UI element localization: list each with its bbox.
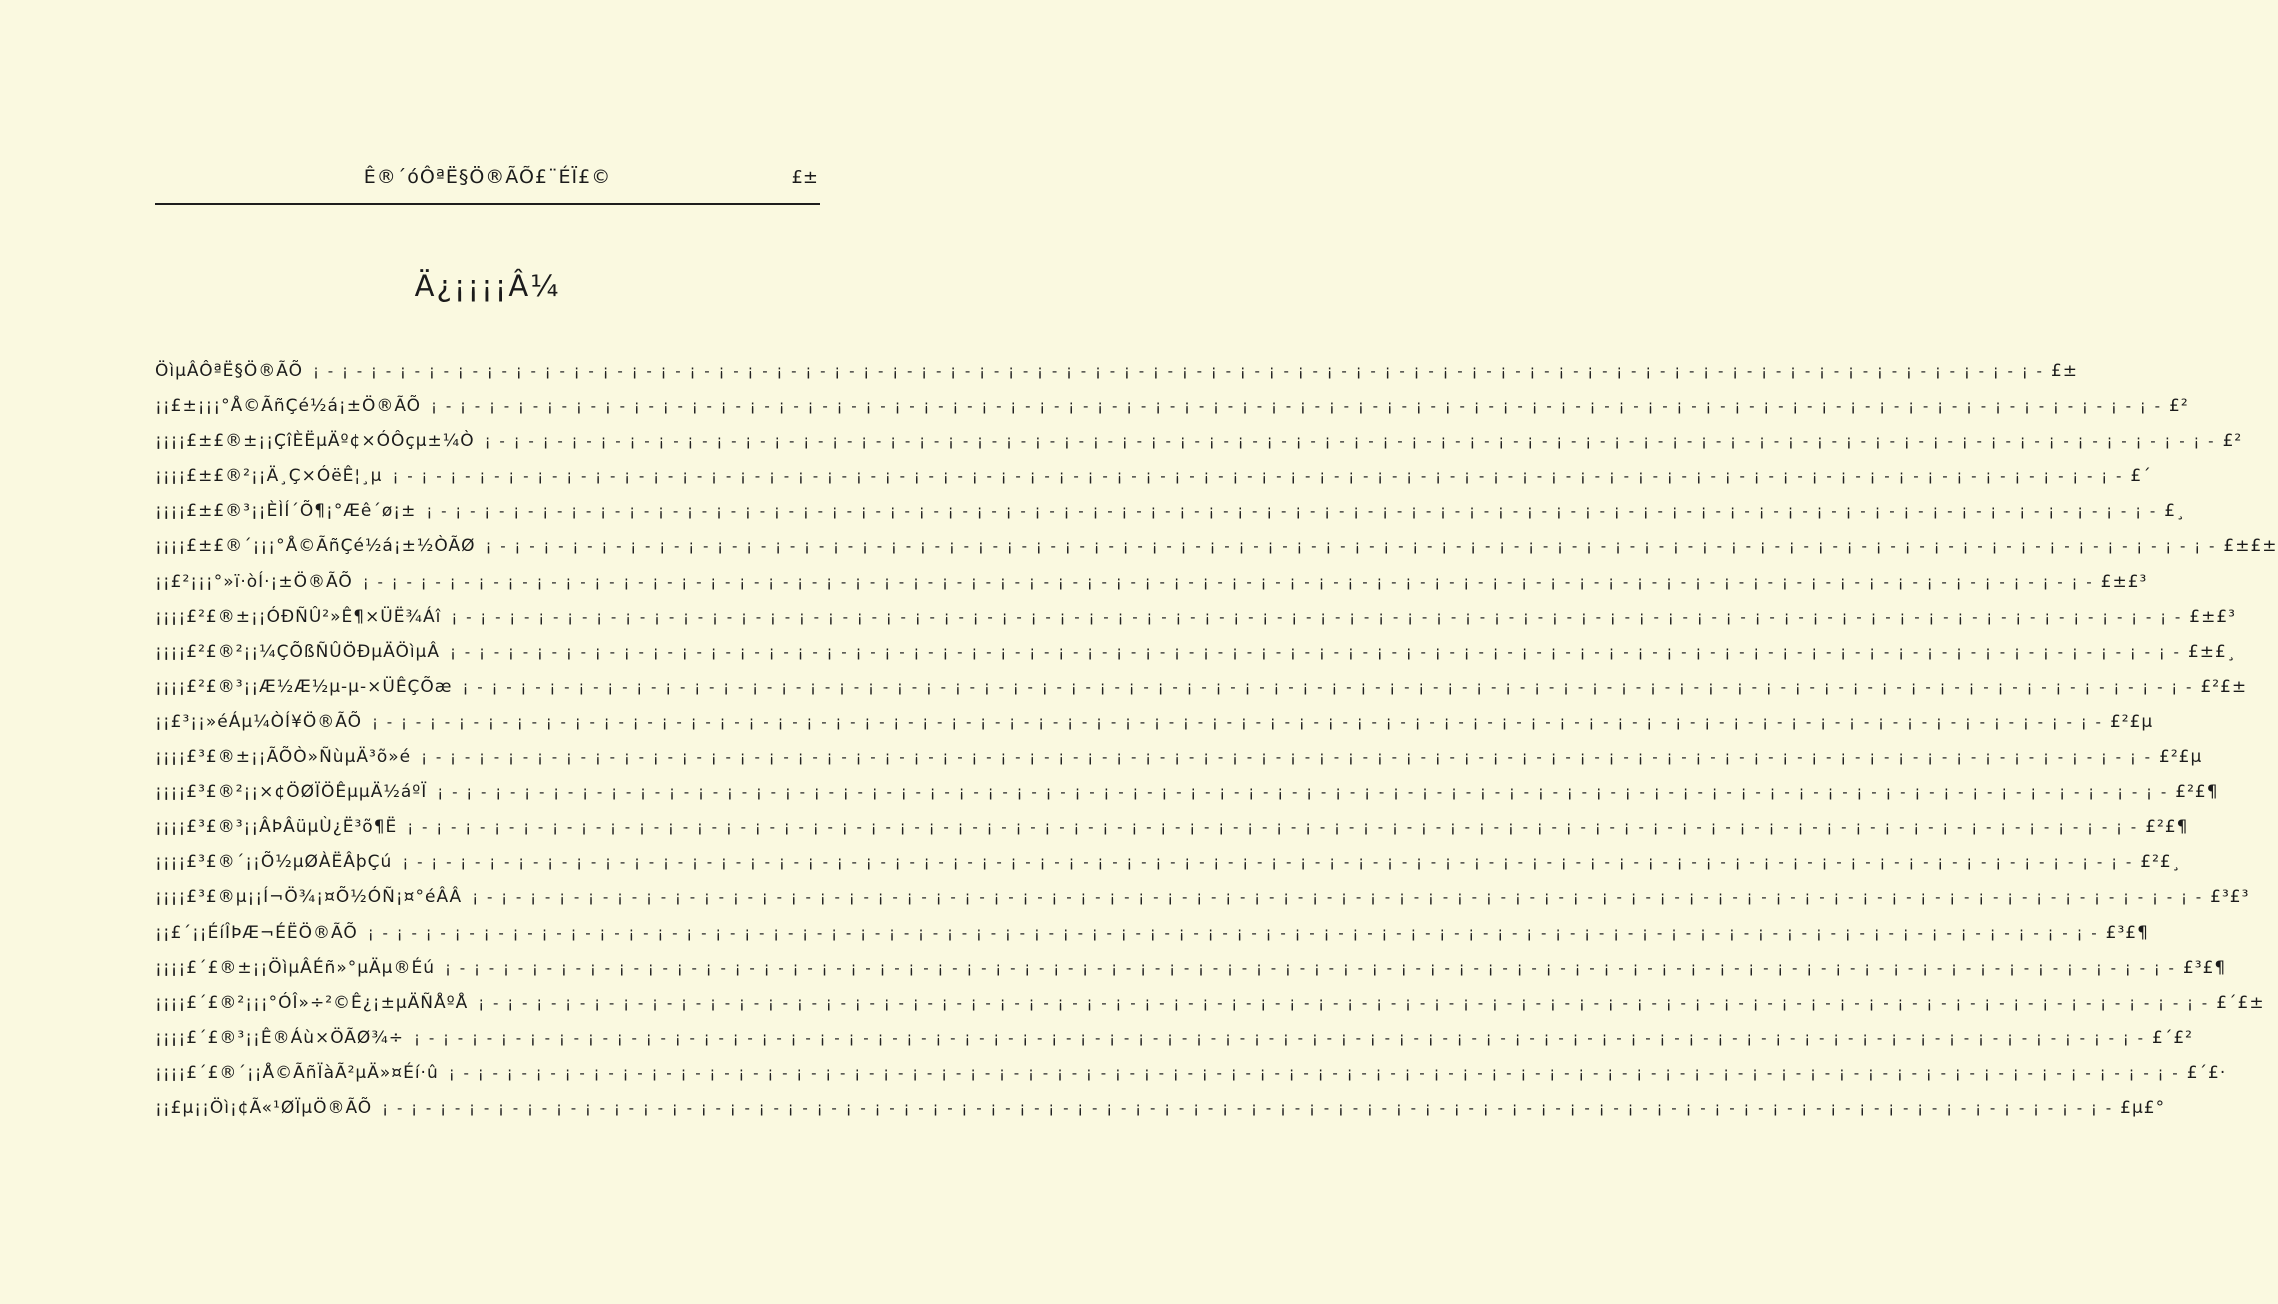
dot-leader: ¡ - ¡ - ¡ - ¡ - ¡ - ¡ - ¡ - ¡ - ¡ - ¡ - ¡ - ¡ - ¡ - ¡ - ¡ - ¡ - ¡ - ¡ - ¡ - ¡ - ¡ - ¡ - ¡ - ¡ - ¡ - ¡ - ¡ - ¡ - ¡ - ¡ - ¡ - ¡ - ¡ - ¡ - ¡ - ¡ - ¡ - ¡ - ¡ - ¡ - ¡ - ¡ - ¡ - ¡ - ¡ - ¡ - ¡ - ¡ - ¡ - ¡ - ¡ - ¡ - ¡ - ¡ - ¡ - ¡ - ¡ - ¡ - ¡ - ¡ - <box>448 1063 2180 1082</box>
toc-entry-row <box>155 1097 2166 1133</box>
dot-leader: ¡ - ¡ - ¡ - ¡ - ¡ - ¡ - ¡ - ¡ - ¡ - ¡ - ¡ - ¡ - ¡ - ¡ - ¡ - ¡ - ¡ - ¡ - ¡ - ¡ - ¡ - ¡ - ¡ - ¡ - ¡ - ¡ - ¡ - ¡ - ¡ - ¡ - ¡ - ¡ - ¡ - ¡ - ¡ - ¡ - ¡ - ¡ - ¡ - ¡ - ¡ - ¡ - ¡ - ¡ - ¡ - ¡ - ¡ - ¡ - ¡ - ¡ - ¡ - ¡ - ¡ - ¡ - ¡ - ¡ - ¡ - ¡ - ¡ - ¡ - <box>451 607 2183 626</box>
toc-entry-row <box>155 571 2148 607</box>
dot-leader: ¡ - ¡ - ¡ - ¡ - ¡ - ¡ - ¡ - ¡ - ¡ - ¡ - ¡ - ¡ - ¡ - ¡ - ¡ - ¡ - ¡ - ¡ - ¡ - ¡ - ¡ - ¡ - ¡ - ¡ - ¡ - ¡ - ¡ - ¡ - ¡ - ¡ - ¡ - ¡ - ¡ - ¡ - ¡ - ¡ - ¡ - ¡ - ¡ - ¡ - ¡ - ¡ - ¡ - ¡ - ¡ - ¡ - ¡ - ¡ - ¡ - ¡ - ¡ - ¡ - ¡ - ¡ - ¡ - ¡ - ¡ - ¡ - ¡ - ¡ - <box>402 853 2134 872</box>
toc-entry-row <box>155 641 2237 677</box>
toc-entry-page-number: £³£¶ <box>2182 957 2227 978</box>
toc-entry-text: ¡¡¡¡£´£®±¡¡ÖìµÂÉñ»°µÄµ®Éú <box>155 957 436 978</box>
toc-entry-page-number: £±£³ <box>2189 606 2236 627</box>
toc-entry-page-number: £´£± <box>2216 992 2265 1013</box>
toc-entry-text: ¡¡£µ¡¡Öì¡¢Ã«¹ØÏµÖ®ÃÕ <box>155 1097 373 1118</box>
page-content <box>155 0 2278 1133</box>
toc-entry-text: ¡¡¡¡£³£®µ¡¡Í¬Ö¾¡¤Õ½ÓÑ¡¤°éÂÂ <box>155 887 463 908</box>
dot-leader: ¡ - ¡ - ¡ - ¡ - ¡ - ¡ - ¡ - ¡ - ¡ - ¡ - ¡ - ¡ - ¡ - ¡ - ¡ - ¡ - ¡ - ¡ - ¡ - ¡ - ¡ - ¡ - ¡ - ¡ - ¡ - ¡ - ¡ - ¡ - ¡ - ¡ - ¡ - ¡ - ¡ - ¡ - ¡ - ¡ - ¡ - ¡ - ¡ - ¡ - ¡ - ¡ - ¡ - ¡ - ¡ - ¡ - ¡ - ¡ - ¡ - ¡ - ¡ - ¡ - ¡ - ¡ - ¡ - ¡ - ¡ - ¡ - ¡ - ¡ - <box>312 362 2044 380</box>
dot-leader: ¡ - ¡ - ¡ - ¡ - ¡ - ¡ - ¡ - ¡ - ¡ - ¡ - ¡ - ¡ - ¡ - ¡ - ¡ - ¡ - ¡ - ¡ - ¡ - ¡ - ¡ - ¡ - ¡ - ¡ - ¡ - ¡ - ¡ - ¡ - ¡ - ¡ - ¡ - ¡ - ¡ - ¡ - ¡ - ¡ - ¡ - ¡ - ¡ - ¡ - ¡ - ¡ - ¡ - ¡ - ¡ - ¡ - ¡ - ¡ - ¡ - ¡ - ¡ - ¡ - ¡ - ¡ - ¡ - ¡ - ¡ - ¡ - ¡ - ¡ - <box>362 572 2094 591</box>
toc-title: Ä¿¡¡¡¡Â¼ <box>414 269 561 303</box>
toc-entry-row <box>155 992 2265 1028</box>
dot-leader: ¡ - ¡ - ¡ - ¡ - ¡ - ¡ - ¡ - ¡ - ¡ - ¡ - ¡ - ¡ - ¡ - ¡ - ¡ - ¡ - ¡ - ¡ - ¡ - ¡ - ¡ - ¡ - ¡ - ¡ - ¡ - ¡ - ¡ - ¡ - ¡ - ¡ - ¡ - ¡ - ¡ - ¡ - ¡ - ¡ - ¡ - ¡ - ¡ - ¡ - ¡ - ¡ - ¡ - ¡ - ¡ - ¡ - ¡ - ¡ - ¡ - ¡ - ¡ - ¡ - ¡ - ¡ - ¡ - ¡ - ¡ - ¡ - ¡ - ¡ - <box>382 1098 2114 1117</box>
toc-entry-text: ¡¡¡¡£³£®±¡¡ÃÕÒ»ÑùµÄ³õ»é <box>155 747 412 768</box>
toc-entry-row <box>155 1027 2193 1063</box>
toc-entry-text: ¡¡£²¡¡¡°»ï·òÍ·¡±Ö®ÃÕ <box>155 571 353 592</box>
toc-entry-row <box>155 536 2278 571</box>
dot-leader: ¡ - ¡ - ¡ - ¡ - ¡ - ¡ - ¡ - ¡ - ¡ - ¡ - ¡ - ¡ - ¡ - ¡ - ¡ - ¡ - ¡ - ¡ - ¡ - ¡ - ¡ - ¡ - ¡ - ¡ - ¡ - ¡ - ¡ - ¡ - ¡ - ¡ - ¡ - ¡ - ¡ - ¡ - ¡ - ¡ - ¡ - ¡ - ¡ - ¡ - ¡ - ¡ - ¡ - ¡ - ¡ - ¡ - ¡ - ¡ - ¡ - ¡ - ¡ - ¡ - ¡ - ¡ - ¡ - ¡ - ¡ - ¡ - ¡ - ¡ - <box>478 993 2210 1012</box>
toc-entry-row <box>155 922 2149 958</box>
toc-entry-text: ¡¡¡¡£±£®³¡¡ÈÌÍ´Õ¶¡°Æê´ø¡± <box>155 501 417 522</box>
header-page-number: £± <box>791 167 818 188</box>
toc-entry-page-number: £²£± <box>2200 676 2248 697</box>
dot-leader: ¡ - ¡ - ¡ - ¡ - ¡ - ¡ - ¡ - ¡ - ¡ - ¡ - ¡ - ¡ - ¡ - ¡ - ¡ - ¡ - ¡ - ¡ - ¡ - ¡ - ¡ - ¡ - ¡ - ¡ - ¡ - ¡ - ¡ - ¡ - ¡ - ¡ - ¡ - ¡ - ¡ - ¡ - ¡ - ¡ - ¡ - ¡ - ¡ - ¡ - ¡ - ¡ - ¡ - ¡ - ¡ - ¡ - ¡ - ¡ - ¡ - ¡ - ¡ - ¡ - ¡ - ¡ - ¡ - ¡ - ¡ - ¡ - ¡ - ¡ - <box>450 642 2181 661</box>
toc-entry-page-number: £²£¶ <box>2175 782 2219 803</box>
toc-entry-page-number: £²£¸ <box>2140 852 2182 873</box>
toc-entry-page-number: £± <box>2050 361 2078 381</box>
toc-entry-page-number: £¸ <box>2164 501 2186 522</box>
toc-entry-text: ¡¡£±¡¡¡°Å©ÃñÇé½á¡±Ö®ÃÕ <box>155 396 422 417</box>
toc-entry-page-number: £³£¶ <box>2105 922 2149 943</box>
toc-entry-page-number: £±£¸ <box>2187 641 2237 662</box>
dot-leader: ¡ - ¡ - ¡ - ¡ - ¡ - ¡ - ¡ - ¡ - ¡ - ¡ - ¡ - ¡ - ¡ - ¡ - ¡ - ¡ - ¡ - ¡ - ¡ - ¡ - ¡ - ¡ - ¡ - ¡ - ¡ - ¡ - ¡ - ¡ - ¡ - ¡ - ¡ - ¡ - ¡ - ¡ - ¡ - ¡ - ¡ - ¡ - ¡ - ¡ - ¡ - ¡ - ¡ - ¡ - ¡ - ¡ - ¡ - ¡ - ¡ - ¡ - ¡ - ¡ - ¡ - ¡ - ¡ - ¡ - ¡ - ¡ - ¡ - ¡ - <box>437 783 2169 802</box>
toc-entry-text: ¡¡¡¡£³£®³¡¡ÂÞÂüµÙ¿Ë³õ¶Ë <box>155 817 398 838</box>
dot-leader: ¡ - ¡ - ¡ - ¡ - ¡ - ¡ - ¡ - ¡ - ¡ - ¡ - ¡ - ¡ - ¡ - ¡ - ¡ - ¡ - ¡ - ¡ - ¡ - ¡ - ¡ - ¡ - ¡ - ¡ - ¡ - ¡ - ¡ - ¡ - ¡ - ¡ - ¡ - ¡ - ¡ - ¡ - ¡ - ¡ - ¡ - ¡ - ¡ - ¡ - ¡ - ¡ - ¡ - ¡ - ¡ - ¡ - ¡ - ¡ - ¡ - ¡ - ¡ - ¡ - ¡ - ¡ - ¡ - ¡ - ¡ - ¡ - ¡ - ¡ - <box>445 958 2176 977</box>
dot-leader: ¡ - ¡ - ¡ - ¡ - ¡ - ¡ - ¡ - ¡ - ¡ - ¡ - ¡ - ¡ - ¡ - ¡ - ¡ - ¡ - ¡ - ¡ - ¡ - ¡ - ¡ - ¡ - ¡ - ¡ - ¡ - ¡ - ¡ - ¡ - ¡ - ¡ - ¡ - ¡ - ¡ - ¡ - ¡ - ¡ - ¡ - ¡ - ¡ - ¡ - ¡ - ¡ - ¡ - ¡ - ¡ - ¡ - ¡ - ¡ - ¡ - ¡ - ¡ - ¡ - ¡ - ¡ - ¡ - ¡ - ¡ - ¡ - ¡ - ¡ - <box>484 432 2216 451</box>
toc-entry-text: ÖìµÂÔªË§Ö®ÃÕ <box>155 361 303 381</box>
toc-entry-text: ¡¡¡¡£±£®±¡¡ÇîÈËµÄº¢×ÓÔçµ±¼Ò <box>155 431 475 452</box>
toc-entry-row <box>155 431 2243 466</box>
toc-entry-page-number: £²£µ <box>2109 711 2154 732</box>
toc-entry-page-number: £² <box>2222 431 2243 452</box>
dot-leader: ¡ - ¡ - ¡ - ¡ - ¡ - ¡ - ¡ - ¡ - ¡ - ¡ - ¡ - ¡ - ¡ - ¡ - ¡ - ¡ - ¡ - ¡ - ¡ - ¡ - ¡ - ¡ - ¡ - ¡ - ¡ - ¡ - ¡ - ¡ - ¡ - ¡ - ¡ - ¡ - ¡ - ¡ - ¡ - ¡ - ¡ - ¡ - ¡ - ¡ - ¡ - ¡ - ¡ - ¡ - ¡ - ¡ - ¡ - ¡ - ¡ - ¡ - ¡ - ¡ - ¡ - ¡ - ¡ - ¡ - ¡ - ¡ - ¡ - ¡ - <box>426 502 2158 521</box>
toc-entry-text: ¡¡¡¡£´£®´¡¡Å©ÃñÏàÃ²µÄ»¤Éí·û <box>155 1062 439 1083</box>
toc-entry-row <box>155 782 2219 817</box>
toc-entry-row <box>155 676 2248 712</box>
dot-leader: ¡ - ¡ - ¡ - ¡ - ¡ - ¡ - ¡ - ¡ - ¡ - ¡ - ¡ - ¡ - ¡ - ¡ - ¡ - ¡ - ¡ - ¡ - ¡ - ¡ - ¡ - ¡ - ¡ - ¡ - ¡ - ¡ - ¡ - ¡ - ¡ - ¡ - ¡ - ¡ - ¡ - ¡ - ¡ - ¡ - ¡ - ¡ - ¡ - ¡ - ¡ - ¡ - ¡ - ¡ - ¡ - ¡ - ¡ - ¡ - ¡ - ¡ - ¡ - ¡ - ¡ - ¡ - ¡ - ¡ - ¡ - ¡ - ¡ - ¡ - <box>371 712 2103 731</box>
toc-entry-row <box>155 466 2152 501</box>
running-head-title: Ê®´óÔªË§Ö®ÃÕ£¨ÉÏ£© <box>363 166 612 188</box>
dot-leader: ¡ - ¡ - ¡ - ¡ - ¡ - ¡ - ¡ - ¡ - ¡ - ¡ - ¡ - ¡ - ¡ - ¡ - ¡ - ¡ - ¡ - ¡ - ¡ - ¡ - ¡ - ¡ - ¡ - ¡ - ¡ - ¡ - ¡ - ¡ - ¡ - ¡ - ¡ - ¡ - ¡ - ¡ - ¡ - ¡ - ¡ - ¡ - ¡ - ¡ - ¡ - ¡ - ¡ - ¡ - ¡ - ¡ - ¡ - ¡ - ¡ - ¡ - ¡ - ¡ - ¡ - ¡ - ¡ - ¡ - ¡ - ¡ - ¡ - ¡ - <box>414 1028 2145 1047</box>
toc-entry-text: ¡¡¡¡£²£®±¡¡ÓÐÑÛ²»Ê¶×ÜË¾Áî <box>155 606 442 627</box>
toc-entry-row <box>155 1062 2227 1098</box>
toc-entry-text: ¡¡¡¡£±£®²¡¡Ä¸Ç×ÓëÊ¦¸µ <box>155 466 383 487</box>
toc-entry-text: ¡¡¡¡£²£®³¡¡Æ½Æ½µ-µ-×ÜÊÇÕæ <box>155 676 453 697</box>
toc-entry-row <box>155 711 2154 747</box>
dot-leader: ¡ - ¡ - ¡ - ¡ - ¡ - ¡ - ¡ - ¡ - ¡ - ¡ - ¡ - ¡ - ¡ - ¡ - ¡ - ¡ - ¡ - ¡ - ¡ - ¡ - ¡ - ¡ - ¡ - ¡ - ¡ - ¡ - ¡ - ¡ - ¡ - ¡ - ¡ - ¡ - ¡ - ¡ - ¡ - ¡ - ¡ - ¡ - ¡ - ¡ - ¡ - ¡ - ¡ - ¡ - ¡ - ¡ - ¡ - ¡ - ¡ - ¡ - ¡ - ¡ - ¡ - ¡ - ¡ - ¡ - ¡ - ¡ - ¡ - ¡ - <box>462 677 2194 696</box>
toc-entry-row <box>155 852 2182 887</box>
toc-list <box>155 361 2278 1133</box>
toc-entry-page-number: £±£³ <box>2100 571 2148 592</box>
toc-entry-page-number: £² <box>2169 396 2189 417</box>
toc-entry-page-number: £²£¶ <box>2145 817 2189 838</box>
dot-leader: ¡ - ¡ - ¡ - ¡ - ¡ - ¡ - ¡ - ¡ - ¡ - ¡ - ¡ - ¡ - ¡ - ¡ - ¡ - ¡ - ¡ - ¡ - ¡ - ¡ - ¡ - ¡ - ¡ - ¡ - ¡ - ¡ - ¡ - ¡ - ¡ - ¡ - ¡ - ¡ - ¡ - ¡ - ¡ - ¡ - ¡ - ¡ - ¡ - ¡ - ¡ - ¡ - ¡ - ¡ - ¡ - ¡ - ¡ - ¡ - ¡ - ¡ - ¡ - ¡ - ¡ - ¡ - ¡ - ¡ - ¡ - ¡ - ¡ - ¡ - <box>421 748 2153 767</box>
toc-entry-text: ¡¡£´¡¡ÉíÎÞÆ¬ÉËÖ®ÃÕ <box>155 922 358 943</box>
toc-entry-row <box>155 957 2227 993</box>
dot-leader: ¡ - ¡ - ¡ - ¡ - ¡ - ¡ - ¡ - ¡ - ¡ - ¡ - ¡ - ¡ - ¡ - ¡ - ¡ - ¡ - ¡ - ¡ - ¡ - ¡ - ¡ - ¡ - ¡ - ¡ - ¡ - ¡ - ¡ - ¡ - ¡ - ¡ - ¡ - ¡ - ¡ - ¡ - ¡ - ¡ - ¡ - ¡ - ¡ - ¡ - ¡ - ¡ - ¡ - ¡ - ¡ - ¡ - ¡ - ¡ - ¡ - ¡ - ¡ - ¡ - ¡ - ¡ - ¡ - ¡ - ¡ - ¡ - ¡ - ¡ - <box>472 888 2204 907</box>
toc-entry-page-number: £³£³ <box>2210 887 2250 908</box>
toc-entry-row <box>155 747 2203 782</box>
toc-entry-row <box>155 606 2236 642</box>
toc-entry-page-number: £²£µ <box>2159 747 2203 768</box>
toc-entry-row <box>155 396 2189 431</box>
toc-entry-page-number: £´£² <box>2152 1027 2193 1048</box>
dot-leader: ¡ - ¡ - ¡ - ¡ - ¡ - ¡ - ¡ - ¡ - ¡ - ¡ - ¡ - ¡ - ¡ - ¡ - ¡ - ¡ - ¡ - ¡ - ¡ - ¡ - ¡ - ¡ - ¡ - ¡ - ¡ - ¡ - ¡ - ¡ - ¡ - ¡ - ¡ - ¡ - ¡ - ¡ - ¡ - ¡ - ¡ - ¡ - ¡ - ¡ - ¡ - ¡ - ¡ - ¡ - ¡ - ¡ - ¡ - ¡ - ¡ - ¡ - ¡ - ¡ - ¡ - ¡ - ¡ - ¡ - ¡ - ¡ - ¡ - ¡ - <box>367 923 2099 942</box>
page-header <box>155 166 820 205</box>
toc-entry-row <box>155 887 2250 922</box>
dot-leader: ¡ - ¡ - ¡ - ¡ - ¡ - ¡ - ¡ - ¡ - ¡ - ¡ - ¡ - ¡ - ¡ - ¡ - ¡ - ¡ - ¡ - ¡ - ¡ - ¡ - ¡ - ¡ - ¡ - ¡ - ¡ - ¡ - ¡ - ¡ - ¡ - ¡ - ¡ - ¡ - ¡ - ¡ - ¡ - ¡ - ¡ - ¡ - ¡ - ¡ - ¡ - ¡ - ¡ - ¡ - ¡ - ¡ - ¡ - ¡ - ¡ - ¡ - ¡ - ¡ - ¡ - ¡ - ¡ - ¡ - ¡ - ¡ - ¡ - ¡ - <box>485 537 2217 556</box>
toc-entry-text: ¡¡¡¡£±£®´¡¡¡°Å©ÃñÇé½á¡±½ÒÃØ <box>155 536 476 557</box>
toc-entry-page-number: £´ <box>2130 466 2152 487</box>
toc-entry-page-number: £µ£° <box>2120 1097 2166 1118</box>
toc-entry-page-number: £±£± <box>2223 536 2278 557</box>
toc-entry-row <box>155 361 2078 396</box>
dot-leader: ¡ - ¡ - ¡ - ¡ - ¡ - ¡ - ¡ - ¡ - ¡ - ¡ - ¡ - ¡ - ¡ - ¡ - ¡ - ¡ - ¡ - ¡ - ¡ - ¡ - ¡ - ¡ - ¡ - ¡ - ¡ - ¡ - ¡ - ¡ - ¡ - ¡ - ¡ - ¡ - ¡ - ¡ - ¡ - ¡ - ¡ - ¡ - ¡ - ¡ - ¡ - ¡ - ¡ - ¡ - ¡ - ¡ - ¡ - ¡ - ¡ - ¡ - ¡ - ¡ - ¡ - ¡ - ¡ - ¡ - ¡ - ¡ - ¡ - ¡ - <box>407 818 2139 837</box>
toc-entry-text: ¡¡¡¡£´£®³¡¡Ê®Áù×ÖÃØ¾÷ <box>155 1027 405 1048</box>
toc-entry-text: ¡¡£³¡¡»éÁµ¼ÒÍ¥Ö®ÃÕ <box>155 711 362 732</box>
toc-entry-text: ¡¡¡¡£´£®²¡¡¡°ÓÎ»÷²©Ê¿¡±µÄÑÅºÅ <box>155 992 469 1013</box>
toc-entry-row <box>155 817 2189 852</box>
dot-leader: ¡ - ¡ - ¡ - ¡ - ¡ - ¡ - ¡ - ¡ - ¡ - ¡ - ¡ - ¡ - ¡ - ¡ - ¡ - ¡ - ¡ - ¡ - ¡ - ¡ - ¡ - ¡ - ¡ - ¡ - ¡ - ¡ - ¡ - ¡ - ¡ - ¡ - ¡ - ¡ - ¡ - ¡ - ¡ - ¡ - ¡ - ¡ - ¡ - ¡ - ¡ - ¡ - ¡ - ¡ - ¡ - ¡ - ¡ - ¡ - ¡ - ¡ - ¡ - ¡ - ¡ - ¡ - ¡ - ¡ - ¡ - ¡ - ¡ - ¡ - <box>392 467 2124 486</box>
toc-entry-text: ¡¡¡¡£²£®²¡¡¼ÇÕßÑÛÖÐµÄÖìµÂ <box>155 641 440 662</box>
toc-entry-page-number: £´£· <box>2186 1062 2227 1083</box>
toc-entry-text: ¡¡¡¡£³£®´¡¡Õ½µØÀËÂþÇú <box>155 852 393 873</box>
toc-entry-row <box>155 501 2186 536</box>
dot-leader: ¡ - ¡ - ¡ - ¡ - ¡ - ¡ - ¡ - ¡ - ¡ - ¡ - ¡ - ¡ - ¡ - ¡ - ¡ - ¡ - ¡ - ¡ - ¡ - ¡ - ¡ - ¡ - ¡ - ¡ - ¡ - ¡ - ¡ - ¡ - ¡ - ¡ - ¡ - ¡ - ¡ - ¡ - ¡ - ¡ - ¡ - ¡ - ¡ - ¡ - ¡ - ¡ - ¡ - ¡ - ¡ - ¡ - ¡ - ¡ - ¡ - ¡ - ¡ - ¡ - ¡ - ¡ - ¡ - ¡ - ¡ - ¡ - ¡ - ¡ - <box>431 397 2162 416</box>
toc-entry-text: ¡¡¡¡£³£®²¡¡×¢ÖØÏÖÊµµÄ½áºÏ <box>155 782 428 803</box>
